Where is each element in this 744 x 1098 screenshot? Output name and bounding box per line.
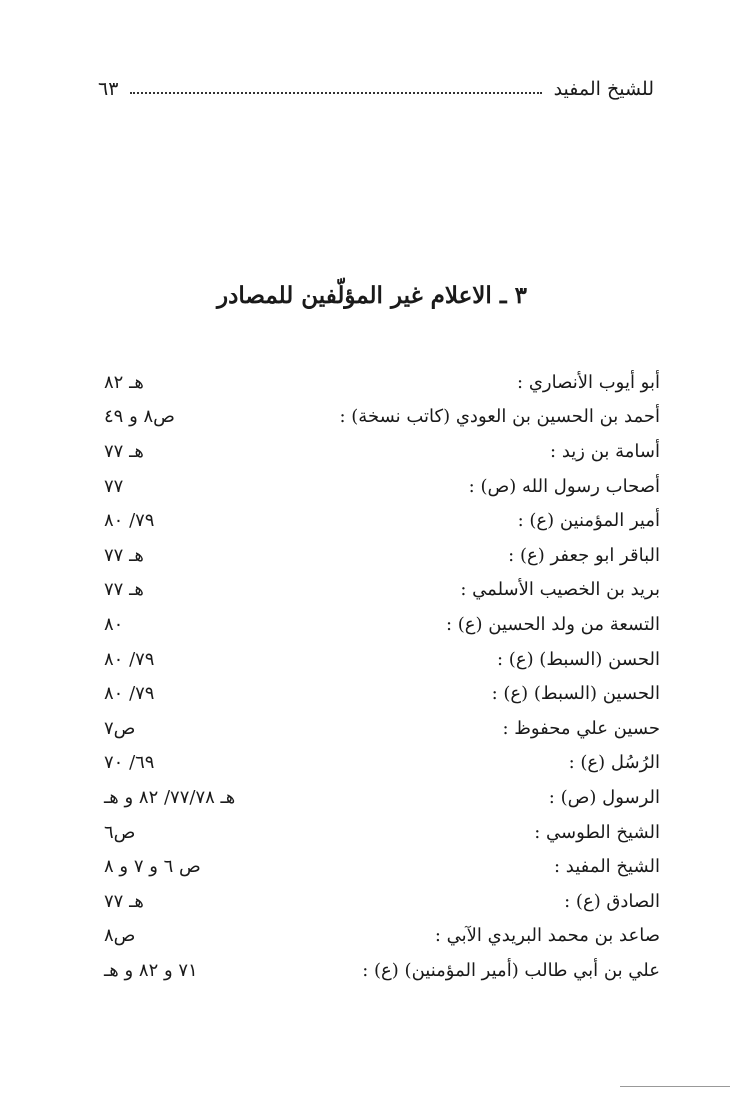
index-entry: [104, 884, 660, 919]
index-entry-ref: ٧١ و ٨٢ و هـ: [104, 959, 198, 981]
index-entry-name: الشيخ المفيد :: [554, 856, 660, 878]
index-entry: [104, 538, 660, 573]
page-number: ٦٣: [98, 78, 119, 100]
index-entry-name: بريد بن الخصيب الأسلمي :: [460, 579, 660, 601]
index-entry-name: صاعد بن محمد البريدي الآبي :: [434, 925, 660, 947]
index-entry-name: أحمد بن الحسين بن العودي (كاتب نسخة) :: [339, 406, 660, 428]
section-title: ٣ ـ الاعلام غير المؤلّفين للمصادر: [217, 282, 527, 309]
index-entry-name: حسين علي محفوظ :: [502, 717, 660, 739]
index-entry: [104, 434, 660, 469]
index-entry: [104, 676, 660, 711]
index-entry-name: التسعة من ولد الحسين (ع) :: [445, 613, 660, 635]
leader-dots: [130, 92, 541, 94]
index-entry-ref: ص٦: [104, 821, 136, 843]
index-entry-name: الحسين (السبط) (ع) :: [491, 683, 660, 705]
running-head-title: للشيخ المفيد: [553, 78, 654, 100]
index-entry: [104, 849, 660, 884]
index-entry: [104, 573, 660, 608]
index-entry: [104, 953, 660, 988]
index-entry-ref: ٦٩/ ٧٠: [104, 752, 155, 774]
index-entry-ref: هـ ٧٧: [104, 579, 144, 601]
index-entry-name: الباقر ابو جعفر (ع) :: [508, 544, 660, 566]
index-entry: [104, 780, 660, 815]
index-entry-ref: هـ ٨٢: [104, 371, 144, 393]
index-entry-name: الرُسُل (ع) :: [568, 752, 660, 774]
index-entry-name: الشيخ الطوسي :: [534, 821, 660, 843]
index-entry: [104, 642, 660, 677]
footer-rule: [620, 1086, 730, 1087]
index-entry-ref: هـ ٧٧: [104, 544, 144, 566]
index-entry: [104, 400, 660, 435]
index-entry: [104, 469, 660, 504]
index-entry-name: الرسول (ص) :: [548, 786, 660, 808]
running-head: [98, 74, 654, 104]
index-entry-name: أسامة بن زيد :: [550, 440, 660, 462]
index-entry-ref: ٨٠: [104, 613, 124, 635]
index-entry-ref: هـ ٧٧: [104, 890, 144, 912]
index-entry: [104, 746, 660, 781]
index-entry-ref: هـ ٧٧: [104, 440, 144, 462]
index-entry-name: الصادق (ع) :: [564, 890, 660, 912]
index-entry: [104, 815, 660, 850]
index-entry: [104, 607, 660, 642]
index-entry: [104, 365, 660, 400]
index-entry-ref: ٧٩/ ٨٠: [104, 683, 155, 705]
index-entry-ref: ص ٦ و ٧ و ٨: [104, 856, 201, 878]
index-entry-ref: ص٨ و ٤٩: [104, 406, 175, 428]
index-entry-name: الحسن (السبط) (ع) :: [497, 648, 660, 670]
index-entry-ref: ٧٩/ ٨٠: [104, 648, 155, 670]
index-entry-ref: ص٧: [104, 717, 136, 739]
index-entry-ref: ص٨: [104, 925, 136, 947]
index-entry-ref: ٧٧: [104, 475, 124, 497]
index-entry-name: أمير المؤمنين (ع) :: [517, 510, 660, 532]
index-entry-name: أصحاب رسول الله (ص) :: [468, 475, 660, 497]
index-entry: [104, 919, 660, 954]
index-entry-ref: ٧٩/ ٨٠: [104, 510, 155, 532]
index-entry: [104, 711, 660, 746]
index-entry-name: أبو أيوب الأنصاري :: [517, 371, 660, 393]
index-entry: [104, 503, 660, 538]
index-entry-ref: هـ ٧٧/٧٨/ ٨٢ و هـ: [104, 786, 236, 808]
index-list: [104, 365, 660, 988]
index-entry-name: علي بن أبي طالب (أمير المؤمنين) (ع) :: [362, 959, 660, 981]
